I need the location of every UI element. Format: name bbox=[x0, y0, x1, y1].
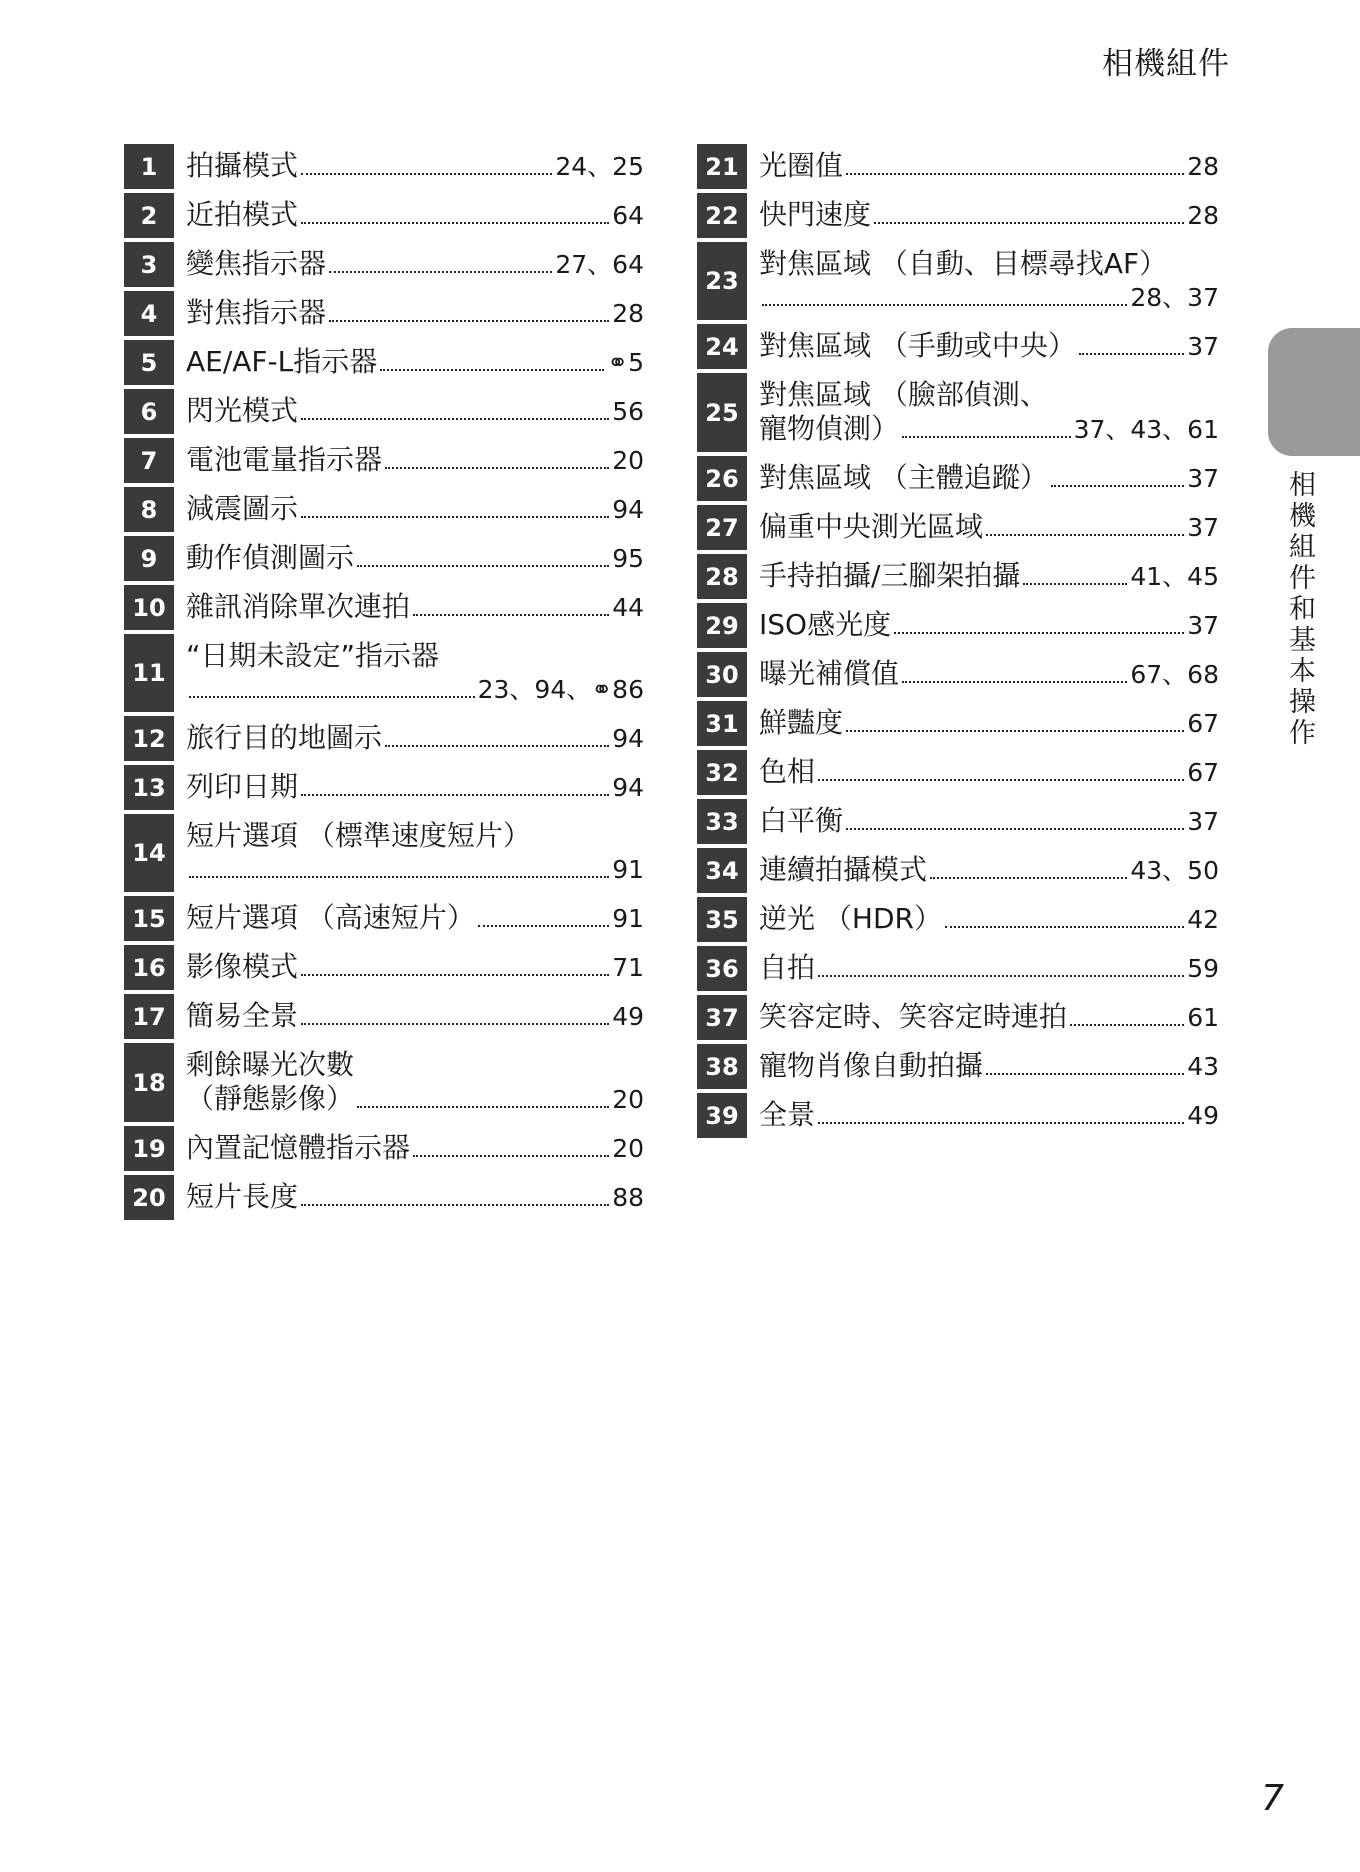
entry-label: 寵物偵測） bbox=[759, 412, 900, 445]
dot-leader bbox=[945, 926, 1184, 928]
index-entry bbox=[124, 1126, 644, 1171]
left-index-column bbox=[124, 144, 644, 1224]
entry-body bbox=[759, 193, 1219, 238]
entry-page-ref: 88 bbox=[612, 1183, 644, 1212]
entry-body bbox=[759, 946, 1219, 991]
dot-leader bbox=[301, 974, 609, 976]
entry-label: 對焦區域 （主體追蹤） bbox=[759, 461, 1048, 494]
entry-label: 對焦區域 （手動或中央） bbox=[759, 329, 1076, 362]
entry-label: 偏重中央測光區域 bbox=[759, 510, 984, 543]
entry-number-badge: 13 bbox=[124, 765, 174, 810]
entry-body bbox=[759, 373, 1219, 452]
entry-body bbox=[186, 487, 644, 532]
entry-body bbox=[186, 896, 644, 941]
entry-page-ref: 27、64 bbox=[555, 250, 644, 279]
entry-number-badge: 16 bbox=[124, 945, 174, 990]
dot-leader bbox=[357, 1106, 609, 1108]
entry-body bbox=[186, 1043, 644, 1122]
entry-body bbox=[759, 799, 1219, 844]
index-entry bbox=[124, 487, 644, 532]
index-entry bbox=[124, 945, 644, 990]
entry-number-badge: 32 bbox=[697, 750, 747, 795]
entry-body bbox=[759, 750, 1219, 795]
dot-leader bbox=[874, 222, 1184, 224]
entry-label: 手持拍攝/三腳架拍攝 bbox=[759, 559, 1021, 592]
entry-body bbox=[186, 585, 644, 630]
entry-body bbox=[186, 1126, 644, 1171]
entry-number-badge: 24 bbox=[697, 324, 747, 369]
dot-leader bbox=[301, 516, 609, 518]
entry-label: 短片選項 （標準速度短片） bbox=[186, 819, 531, 852]
entry-number-badge: 26 bbox=[697, 456, 747, 501]
entry-label: 近拍模式 bbox=[186, 198, 299, 231]
entry-body bbox=[759, 701, 1219, 746]
index-entry bbox=[697, 193, 1219, 238]
dot-leader bbox=[329, 320, 609, 322]
dot-leader bbox=[357, 565, 609, 567]
index-entry bbox=[697, 324, 1219, 369]
entry-label: 色相 bbox=[759, 755, 816, 788]
entry-label: 內置記憶體指示器 bbox=[186, 1131, 411, 1164]
entry-body bbox=[759, 1093, 1219, 1138]
chapter-label: 相機組件和基本操作 bbox=[1284, 470, 1315, 749]
entry-number-badge: 8 bbox=[124, 487, 174, 532]
dot-leader bbox=[301, 794, 609, 796]
entry-body bbox=[186, 340, 644, 385]
entry-number-badge: 37 bbox=[697, 995, 747, 1040]
entry-label: 閃光模式 bbox=[186, 394, 299, 427]
index-entry bbox=[697, 652, 1219, 697]
entry-body bbox=[759, 848, 1219, 893]
index-entry bbox=[124, 896, 644, 941]
entry-label: （靜態影像） bbox=[186, 1082, 355, 1115]
entry-page-ref: 67 bbox=[1187, 709, 1219, 738]
entry-number-badge: 12 bbox=[124, 716, 174, 761]
index-entry bbox=[124, 340, 644, 385]
entry-page-ref: 56 bbox=[612, 397, 644, 426]
entry-label: 光圈值 bbox=[759, 149, 844, 182]
entry-number-badge: 25 bbox=[697, 373, 747, 452]
right-index-column bbox=[697, 144, 1219, 1142]
entry-body bbox=[759, 242, 1219, 320]
entry-number-badge: 6 bbox=[124, 389, 174, 434]
index-entry bbox=[124, 1175, 644, 1220]
entry-body bbox=[186, 716, 644, 761]
entry-body bbox=[759, 897, 1219, 942]
entry-page-ref: 43 bbox=[1187, 1052, 1219, 1081]
entry-label: 旅行目的地圖示 bbox=[186, 721, 383, 754]
entry-number-badge: 17 bbox=[124, 994, 174, 1039]
entry-label: 對焦區域 （自動、目標尋找AF） bbox=[759, 247, 1168, 280]
index-entry bbox=[697, 144, 1219, 189]
index-entry bbox=[124, 1043, 644, 1122]
entry-page-ref: 42 bbox=[1187, 905, 1219, 934]
dot-leader bbox=[818, 779, 1184, 781]
entry-body bbox=[186, 945, 644, 990]
entry-label: 笑容定時、笑容定時連拍 bbox=[759, 1000, 1068, 1033]
dot-leader bbox=[301, 173, 552, 175]
entry-number-badge: 31 bbox=[697, 701, 747, 746]
entry-page-ref: 28 bbox=[612, 299, 644, 328]
index-entry bbox=[697, 799, 1219, 844]
entry-page-ref: 23、94、⚭86 bbox=[477, 675, 644, 704]
index-entry bbox=[697, 242, 1219, 320]
entry-body bbox=[186, 193, 644, 238]
entry-page-ref: 49 bbox=[612, 1002, 644, 1031]
dot-leader bbox=[1023, 583, 1127, 585]
index-entry bbox=[697, 848, 1219, 893]
entry-number-badge: 28 bbox=[697, 554, 747, 599]
entry-page-ref: 59 bbox=[1187, 954, 1219, 983]
index-entry bbox=[124, 994, 644, 1039]
entry-number-badge: 33 bbox=[697, 799, 747, 844]
entry-body bbox=[186, 389, 644, 434]
dot-leader bbox=[478, 925, 609, 927]
entry-body bbox=[186, 765, 644, 810]
index-entry bbox=[124, 814, 644, 892]
chapter-tab bbox=[1268, 328, 1360, 456]
entry-body bbox=[186, 291, 644, 336]
index-entry bbox=[697, 701, 1219, 746]
dot-leader bbox=[818, 1122, 1184, 1124]
index-entry bbox=[697, 603, 1219, 648]
entry-number-badge: 30 bbox=[697, 652, 747, 697]
entry-number-badge: 35 bbox=[697, 897, 747, 942]
entry-label: 對焦區域 （臉部偵測、 bbox=[759, 378, 1048, 411]
entry-label: 自拍 bbox=[759, 951, 816, 984]
dot-leader bbox=[413, 614, 609, 616]
entry-number-badge: 9 bbox=[124, 536, 174, 581]
index-entry bbox=[124, 634, 644, 712]
index-entry bbox=[124, 585, 644, 630]
entry-label: 寵物肖像自動拍攝 bbox=[759, 1049, 984, 1082]
entry-body bbox=[186, 242, 644, 287]
index-entry bbox=[697, 1093, 1219, 1138]
entry-body bbox=[186, 438, 644, 483]
entry-body bbox=[186, 814, 644, 892]
entry-page-ref: 94 bbox=[612, 773, 644, 802]
entry-number-badge: 5 bbox=[124, 340, 174, 385]
dot-leader bbox=[986, 534, 1184, 536]
dot-leader bbox=[1079, 353, 1184, 355]
entry-page-ref: 94 bbox=[612, 495, 644, 524]
entry-page-ref: 37 bbox=[1187, 807, 1219, 836]
entry-label: 雜訊消除單次連拍 bbox=[186, 590, 411, 623]
entry-number-badge: 19 bbox=[124, 1126, 174, 1171]
entry-body bbox=[186, 634, 644, 712]
entry-number-badge: 7 bbox=[124, 438, 174, 483]
entry-page-ref: ⚭5 bbox=[607, 348, 644, 377]
index-entry bbox=[124, 536, 644, 581]
entry-number-badge: 11 bbox=[124, 634, 174, 712]
entry-page-ref: 94 bbox=[612, 724, 644, 753]
entry-page-ref: 91 bbox=[612, 855, 644, 884]
entry-body bbox=[759, 995, 1219, 1040]
entry-page-ref: 67、68 bbox=[1130, 660, 1219, 689]
dot-leader bbox=[301, 1204, 609, 1206]
entry-number-badge: 2 bbox=[124, 193, 174, 238]
dot-leader bbox=[385, 745, 609, 747]
index-entry bbox=[124, 438, 644, 483]
entry-page-ref: 64 bbox=[612, 201, 644, 230]
entry-body bbox=[759, 652, 1219, 697]
dot-leader bbox=[189, 876, 609, 878]
entry-number-badge: 15 bbox=[124, 896, 174, 941]
entry-number-badge: 34 bbox=[697, 848, 747, 893]
entry-page-ref: 20 bbox=[612, 1134, 644, 1163]
entry-body bbox=[759, 324, 1219, 369]
entry-label: 電池電量指示器 bbox=[186, 443, 383, 476]
entry-number-badge: 1 bbox=[124, 144, 174, 189]
entry-number-badge: 27 bbox=[697, 505, 747, 550]
dot-leader bbox=[930, 877, 1127, 879]
index-entry bbox=[697, 995, 1219, 1040]
entry-number-badge: 29 bbox=[697, 603, 747, 648]
entry-number-badge: 4 bbox=[124, 291, 174, 336]
entry-page-ref: 24、25 bbox=[555, 152, 644, 181]
entry-page-ref: 44 bbox=[612, 593, 644, 622]
entry-number-badge: 18 bbox=[124, 1043, 174, 1122]
dot-leader bbox=[385, 467, 609, 469]
dot-leader bbox=[902, 681, 1127, 683]
dot-leader bbox=[846, 828, 1184, 830]
dot-leader bbox=[301, 1023, 609, 1025]
dot-leader bbox=[413, 1155, 609, 1157]
index-entry bbox=[697, 505, 1219, 550]
entry-number-badge: 23 bbox=[697, 242, 747, 320]
entry-body bbox=[759, 603, 1219, 648]
entry-page-ref: 37 bbox=[1187, 513, 1219, 542]
index-entry bbox=[697, 750, 1219, 795]
dot-leader bbox=[762, 304, 1127, 306]
dot-leader bbox=[902, 436, 1071, 438]
entry-body bbox=[186, 536, 644, 581]
entry-number-badge: 10 bbox=[124, 585, 174, 630]
index-entry bbox=[697, 456, 1219, 501]
entry-number-badge: 22 bbox=[697, 193, 747, 238]
index-entry bbox=[124, 389, 644, 434]
dot-leader bbox=[189, 696, 475, 698]
dot-leader bbox=[301, 418, 609, 420]
entry-page-ref: 20 bbox=[612, 1085, 644, 1114]
entry-page-ref: 37、43、61 bbox=[1073, 415, 1219, 444]
entry-number-badge: 36 bbox=[697, 946, 747, 991]
index-entry bbox=[124, 193, 644, 238]
entry-label: 簡易全景 bbox=[186, 999, 299, 1032]
dot-leader bbox=[329, 271, 552, 273]
entry-label: ISO感光度 bbox=[759, 608, 892, 641]
index-entry bbox=[124, 144, 644, 189]
entry-label: 影像模式 bbox=[186, 950, 299, 983]
dot-leader bbox=[818, 975, 1184, 977]
entry-page-ref: 41、45 bbox=[1130, 562, 1219, 591]
entry-body bbox=[759, 505, 1219, 550]
entry-label: 對焦指示器 bbox=[186, 296, 327, 329]
dot-leader bbox=[846, 730, 1184, 732]
dot-leader bbox=[986, 1073, 1184, 1075]
entry-body bbox=[759, 456, 1219, 501]
entry-label: 短片選項 （高速短片） bbox=[186, 901, 475, 934]
entry-label: 逆光 （HDR） bbox=[759, 902, 942, 935]
dot-leader bbox=[894, 632, 1184, 634]
entry-page-ref: 37 bbox=[1187, 332, 1219, 361]
page-number: 7 bbox=[1261, 1778, 1284, 1819]
entry-page-ref: 49 bbox=[1187, 1101, 1219, 1130]
index-entry bbox=[697, 554, 1219, 599]
entry-label: “日期未設定”指示器 bbox=[186, 639, 440, 672]
entry-page-ref: 67 bbox=[1187, 758, 1219, 787]
entry-page-ref: 28 bbox=[1187, 152, 1219, 181]
entry-body bbox=[186, 994, 644, 1039]
entry-number-badge: 14 bbox=[124, 814, 174, 892]
entry-number-badge: 39 bbox=[697, 1093, 747, 1138]
entry-label: 變焦指示器 bbox=[186, 247, 327, 280]
entry-body bbox=[759, 554, 1219, 599]
entry-page-ref: 43、50 bbox=[1130, 856, 1219, 885]
dot-leader bbox=[1070, 1024, 1184, 1026]
entry-body bbox=[186, 1175, 644, 1220]
index-entry bbox=[697, 373, 1219, 452]
entry-label: 動作偵測圖示 bbox=[186, 541, 355, 574]
index-entry bbox=[697, 1044, 1219, 1089]
dot-leader bbox=[380, 369, 604, 371]
entry-body bbox=[186, 144, 644, 189]
entry-label: 全景 bbox=[759, 1098, 816, 1131]
entry-label: 拍攝模式 bbox=[186, 149, 299, 182]
entry-label: 連續拍攝模式 bbox=[759, 853, 928, 886]
entry-page-ref: 37 bbox=[1187, 464, 1219, 493]
dot-leader bbox=[846, 173, 1184, 175]
entry-page-ref: 20 bbox=[612, 446, 644, 475]
entry-page-ref: 91 bbox=[612, 904, 644, 933]
entry-label: 剩餘曝光次數 bbox=[186, 1048, 355, 1081]
index-entry bbox=[697, 897, 1219, 942]
entry-label: 白平衡 bbox=[759, 804, 844, 837]
entry-page-ref: 71 bbox=[612, 953, 644, 982]
entry-label: 鮮豔度 bbox=[759, 706, 844, 739]
entry-number-badge: 21 bbox=[697, 144, 747, 189]
entry-label: 短片長度 bbox=[186, 1180, 299, 1213]
entry-page-ref: 37 bbox=[1187, 611, 1219, 640]
entry-number-badge: 38 bbox=[697, 1044, 747, 1089]
index-entry bbox=[124, 716, 644, 761]
index-entry bbox=[124, 765, 644, 810]
dot-leader bbox=[1051, 485, 1184, 487]
entry-page-ref: 61 bbox=[1187, 1003, 1219, 1032]
entry-page-ref: 28 bbox=[1187, 201, 1219, 230]
dot-leader bbox=[301, 222, 609, 224]
entry-body bbox=[759, 144, 1219, 189]
index-entry bbox=[124, 291, 644, 336]
entry-number-badge: 20 bbox=[124, 1175, 174, 1220]
entry-number-badge: 3 bbox=[124, 242, 174, 287]
entry-page-ref: 95 bbox=[612, 544, 644, 573]
entry-label: 減震圖示 bbox=[186, 492, 299, 525]
entry-label: AE/AF-L指示器 bbox=[186, 345, 378, 378]
entry-page-ref: 28、37 bbox=[1130, 283, 1219, 312]
page-header-title: 相機組件 bbox=[1102, 46, 1230, 82]
entry-label: 快門速度 bbox=[759, 198, 872, 231]
entry-label: 列印日期 bbox=[186, 770, 299, 803]
index-entry bbox=[697, 946, 1219, 991]
index-entry bbox=[124, 242, 644, 287]
entry-body bbox=[759, 1044, 1219, 1089]
entry-label: 曝光補償值 bbox=[759, 657, 900, 690]
